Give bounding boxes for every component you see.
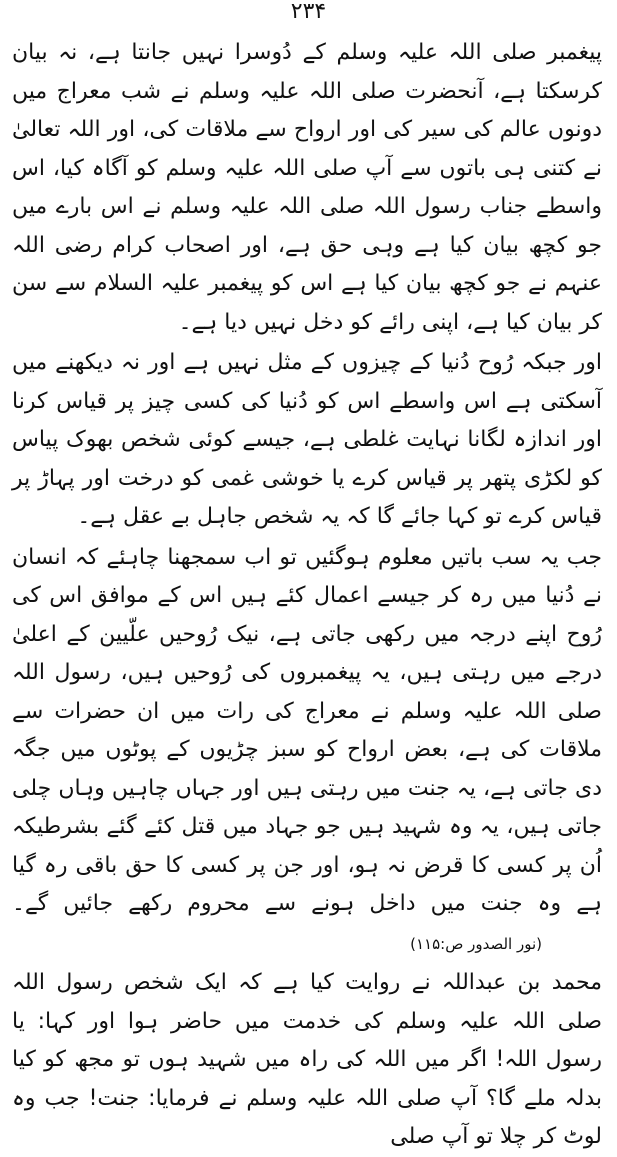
paragraph-4: محمد بن عبداللہ نے روایت کیا ہے کہ ایک شخص رسول اللہ صلی اللہ علیہ وسلم کی خدمت میں حاضر ہوا اور کہا: یا رسول اللہ! اگر میں اللہ کی راہ میں شہید ہوں تو مجھ کو کیا بدلہ ملے گا؟ آپ صلی اللہ علیہ وسلم نے فرمایا: جنت! جب وہ لوٹ کر چلا تو آپ صلی [12, 970, 602, 1149]
paragraph-3 [12, 539, 602, 963]
paragraph-1: پیغمبر صلی اللہ علیہ وسلم کے دُوسرا نہیں جانتا ہے، نہ بیان کرسکتا ہے، آنحضرت صلی اللہ علیہ وسلم نے شب معراج میں دونوں عالم کی سیر کی اور ارواح سے ملاقات کی، اور اللہ تعالیٰ نے کتنی ہی باتوں سے آپ صلی اللہ علیہ وسلم کو آگاہ کیا، اس واسطے جناب رسول اللہ صلی اللہ علیہ وسلم نے اس بارے میں جو کچھ بیان کیا ہے وہی حق ہے، اور اصحاب کرام رضی اللہ عنہم نے جو کچھ بیان کیا ہے اس کو پیغمبر علیہ السلام سے سن کر بیان کیا ہے، اپنی رائے کو دخل نہیں دیا ہے۔ [12, 40, 602, 335]
paragraph-2: اور جبکہ رُوح دُنیا کے چیزوں کے مثل نہیں ہے اور نہ دیکھنے میں آسکتی ہے اس واسطے اس کو دُنیا کی کسی چیز پر قیاس کرنا اور اندازہ لگانا نہایت غلطی ہے، جیسے کوئی شخص بھوک پیاس کو لکڑی پتھر پر قیاس کرے یا خوشی غمی کو درخت اور پہاڑ پر قیاس کرے تو کہا جائے گا کہ یہ شخص جاہل بے عقل ہے۔ [12, 350, 602, 529]
source-reference: (نور الصدور ص:۱۱۵) [410, 934, 542, 953]
body-text [12, 34, 602, 1157]
page-number: ۲۳۴ [290, 0, 327, 24]
paragraph-3-text: جب یہ سب باتیں معلوم ہوگئیں تو اب سمجھنا چاہئے کہ انسان نے دُنیا میں رہ کر جیسے اعمال کئے ہیں اس کے موافق اس کی رُوح اپنے درجہ میں رکھی جاتی ہے، نیک رُوحیں علّیین کے اعلیٰ درجے میں رہتی ہیں، یہ پیغمبروں کی رُوحیں ہیں، رسول اللہ صلی اللہ علیہ وسلم نے معراج کی رات میں ان حضرات سے ملاقات کی ہے، بعض ارواح کو سبز چڑیوں کے پوٹوں میں جگہ دی جاتی ہے، یہ جنت میں رہتی ہیں اور جہاں چاہیں وہاں چلی جاتی ہیں، یہ وہ شہید ہیں جو جہاد میں قتل کئے گئے بشرطیکہ اُن پر کسی کا قرض نہ ہو، اور جن پر کسی کا حق باقی رہ گیا ہے وہ جنت میں داخل ہونے سے محروم رکھے جائیں گے۔ [12, 544, 602, 916]
